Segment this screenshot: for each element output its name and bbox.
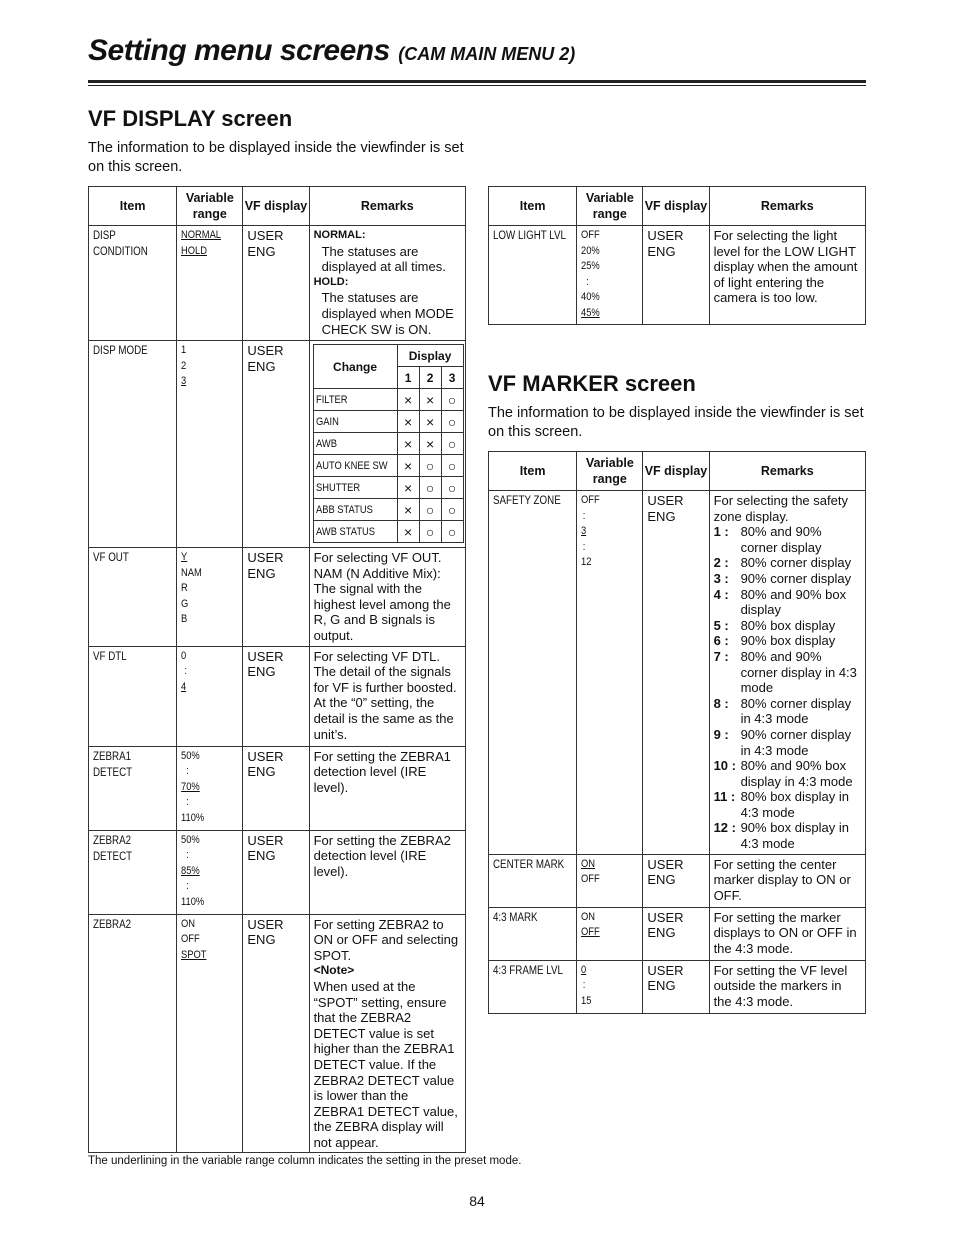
item-label: VF OUT [93,552,129,564]
zone-number: 8 : [713,695,729,711]
zone-text: 90% corner display in 4:3 mode [740,726,852,758]
matrix-row [313,521,463,543]
vf-display-table [88,186,466,1153]
vf-cell [643,960,709,1013]
remarks-cell [709,491,865,855]
vf-marker-heading: VF MARKER screen [488,371,696,396]
range-value: B [181,613,188,625]
range-value: 50% [181,833,200,846]
item-label: DISP MODE [93,345,148,357]
matrix-row-label: SHUTTER [315,481,360,494]
zone-number: 1 : [713,524,729,540]
range-value: : [186,796,189,809]
mark-cell: × [397,389,419,411]
range-cell [177,914,243,1153]
range-value: 40% [581,291,600,303]
mark-cell: ○ [441,477,463,499]
item-label: ZEBRA2 [93,834,132,847]
item-cell [89,914,177,1153]
remarks-cell: For setting the VF level outside the markers in the 4:3 mode. [709,960,865,1013]
range-cell [177,226,243,341]
zone-text: 80% and 90% corner display in 4:3 mode [740,648,857,696]
table-row [89,646,466,746]
low-light-table [488,186,866,325]
range-value: 45% [581,306,600,319]
zone-number: 2 : [713,555,729,571]
range-cell [577,226,643,325]
header-range: Variable range [577,187,643,226]
mark-cell: ○ [441,499,463,521]
normal-label: NORMAL: [313,229,366,241]
zone-text: 80% corner display [740,555,852,571]
vf-value: USER [647,493,684,508]
vf-value: USER [247,648,284,664]
header-remarks: Remarks [309,187,465,226]
change-header: Change [313,345,397,389]
disp-mode-matrix [313,344,464,543]
range-cell [577,491,643,855]
header-vf: VF display [643,187,709,226]
range-value: : [586,275,589,288]
item-label: DETECT [93,850,133,863]
matrix-row [313,433,463,455]
mark-cell: × [419,433,441,455]
mark-cell: ○ [441,455,463,477]
vf-value: USER [247,228,284,243]
matrix-row [313,477,463,499]
item-cell [489,960,577,1013]
remarks-text: For setting ZEBRA2 to ON or OFF and selecting SPOT. [313,916,459,963]
range-value: 20% [581,244,600,257]
header-vf: VF display [243,187,309,226]
vf-value: ENG [247,932,276,948]
mark-cell: × [419,411,441,433]
item-label: ZEBRA2 [93,918,132,931]
range-value: ON [581,910,596,923]
matrix-row-label: GAIN [315,415,339,428]
matrix-row-label: AUTO KNEE SW [315,459,388,472]
vf-value: USER [247,550,284,565]
range-value: R [181,582,188,594]
range-cell [577,960,643,1013]
vf-value: ENG [247,848,276,864]
vf-value: ENG [647,243,676,259]
range-value: OFF [581,926,600,939]
item-label: SAFETY ZONE [493,495,561,507]
remarks-cell: For setting the ZEBRA2 detection level (IRE level). [309,830,465,914]
vf-cell [643,226,709,325]
item-label: 4:3 MARK [493,911,538,924]
item-cell [489,491,577,855]
mark-cell: ○ [441,411,463,433]
table-header-row [89,187,466,226]
range-value: : [186,765,189,778]
zone-text: 90% corner display [740,570,852,586]
table-row [89,914,466,1153]
item-cell [89,341,177,548]
title-rule-thin [88,85,866,86]
table-row [89,548,466,647]
range-cell [177,341,243,548]
vf-value: USER [247,748,284,764]
vf-value: ENG [247,664,276,680]
mark-cell: × [397,499,419,521]
table-row [89,746,466,830]
vf-cell [643,854,709,907]
remarks-text: For selecting the safety zone display. [713,493,848,524]
zone-number: 9 : [713,726,729,742]
table-row [489,491,866,855]
zone-number: 7 : [713,648,729,664]
mark-cell: ○ [419,499,441,521]
range-value: Y [181,551,188,563]
remarks-cell [309,341,465,548]
range-cell [177,548,243,647]
vf-display-intro: The information to be displayed inside the viewfinder is set on this screen. [88,140,464,175]
header-item: Item [489,187,577,226]
range-value: OFF [581,229,600,241]
zone-number: 3 : [713,570,729,586]
remarks-cell [309,914,465,1153]
vf-value: ENG [247,358,276,374]
mark-cell: × [397,411,419,433]
item-label: CONDITION [93,246,148,258]
range-value: 3 [181,375,187,387]
zone-number: 11 : [713,789,736,805]
vf-value: ENG [247,243,276,259]
mark-cell: ○ [419,455,441,477]
hold-text: The statuses are displayed when MODE CHECK SW is ON. [321,290,454,337]
vf-value: USER [647,909,684,925]
matrix-row-label: ABB STATUS [315,503,373,516]
vf-cell [243,914,309,1153]
vf-value: ENG [647,872,676,888]
mark-cell: ○ [419,477,441,499]
range-value: 4 [181,680,187,693]
zone-text: 80% box display [740,617,836,633]
mark-cell: ○ [419,521,441,543]
vf-value: USER [647,228,684,243]
range-cell [177,830,243,914]
header-item: Item [489,452,577,491]
vf-value: ENG [247,565,276,581]
remarks-cell: For setting the center marker display to ON or OFF. [709,854,865,907]
vf-cell [243,548,309,647]
vf-cell [643,491,709,855]
zone-list [714,524,861,851]
vf-value: ENG [247,764,276,780]
header-vf: VF display [643,452,709,491]
table-header-row [489,452,866,491]
range-value: SPOT [181,948,207,961]
header-range: Variable range [177,187,243,226]
vf-cell [243,341,309,548]
range-value: NORMAL [181,229,222,241]
zone-text: 80% corner display in 4:3 mode [740,695,852,727]
mark-cell: ○ [441,433,463,455]
range-value: 50% [181,749,200,762]
range-value: 70% [181,780,200,793]
item-label: LOW LIGHT LVL [493,230,566,242]
page-subtitle: (CAM MAIN MENU 2) [398,44,576,64]
table-header-row [489,187,866,226]
header-remarks: Remarks [709,187,865,226]
mark-cell: × [397,521,419,543]
item-cell [489,854,577,907]
note-text: When used at the “SPOT” setting, ensure that the ZEBRA2 DETECT value is set higher than the ZEBRA1 DETECT value. If the ZEBRA2 DETECT value is lower than the ZEBRA1 DETECT value, the ZEBRA display will not appear. [313,978,458,1150]
header-range: Variable range [577,452,643,491]
display-col: 3 [441,367,463,389]
table-row [89,341,466,548]
remarks-cell: For selecting VF DTL. The detail of the signals for VF is further boosted. At the “0” setting, the detail is the same as the unit’s. [309,646,465,746]
range-cell [177,646,243,746]
item-cell [89,646,177,746]
table-row [489,907,866,960]
vf-cell [243,746,309,830]
item-label: VF DTL [93,650,127,663]
header-item: Item [89,187,177,226]
range-value: HOLD [181,244,208,257]
vf-value: ENG [647,978,676,994]
range-value: 12 [581,556,592,568]
vf-value: USER [247,832,284,848]
range-value: : [186,880,189,893]
item-label: DISP [93,230,116,242]
vf-cell [243,226,309,341]
item-cell [489,226,577,325]
range-value: 3 [581,525,587,537]
item-label: CENTER MARK [493,858,565,871]
mark-cell: × [397,477,419,499]
remarks-cell: For setting the ZEBRA1 detection level (IRE level). [309,746,465,830]
range-value: 25% [581,260,600,272]
vf-marker-table [488,451,866,1014]
vf-display-heading: VF DISPLAY screen [88,106,293,131]
mark-cell: × [419,389,441,411]
zone-number: 4 : [713,586,729,602]
zone-text: 90% box display in 4:3 mode [740,820,849,852]
vf-value: ENG [647,508,676,524]
display-col: 2 [419,367,441,389]
zone-number: 10 : [713,758,736,774]
range-value: 2 [181,359,187,372]
range-value: 110% [181,895,205,908]
mark-cell: × [397,455,419,477]
range-value: OFF [581,873,600,886]
matrix-row-label: AWB STATUS [315,525,375,538]
zone-text: 90% box display [740,633,836,649]
item-label: ZEBRA1 [93,750,132,763]
matrix-row-label: AWB [315,437,337,450]
range-cell [577,907,643,960]
matrix-row-label: FILTER [315,393,348,406]
remarks-cell: For selecting the light level for the LOW LIGHT display when the amount of light entering the camera is too low. [709,226,865,325]
vf-cell [243,830,309,914]
remarks-cell [309,226,465,341]
hold-label: HOLD: [313,275,349,288]
table-row [489,854,866,907]
title-rule [88,80,866,83]
item-label: 4:3 FRAME LVL [493,964,563,977]
range-cell [177,746,243,830]
remarks-cell: For setting the marker displays to ON or OFF in the 4:3 mode. [709,907,865,960]
range-value: : [582,540,586,553]
remarks-cell: For selecting VF OUT. NAM (N Additive Mix): The signal with the highest level among the R, G and B signals is output. [309,548,465,647]
footnote: The underlining in the variable range column indicates the setting in the preset mode. [88,1155,522,1167]
vf-cell [243,646,309,746]
vf-value: USER [647,962,684,978]
range-value: G [181,597,189,610]
matrix-row [313,389,463,411]
range-value: : [582,979,586,992]
matrix-row [313,411,463,433]
range-value: OFF [181,933,200,946]
range-value: ON [181,917,196,930]
range-value: 85% [181,864,200,877]
mark-cell: ○ [441,521,463,543]
range-value: 110% [181,811,205,824]
page-number: 84 [469,1193,485,1209]
matrix-row [313,499,463,521]
item-cell [89,548,177,647]
normal-text: The statuses are displayed at all times. [321,243,446,275]
range-value: : [184,665,188,678]
vf-value: ENG [647,925,676,941]
zone-text: 80% and 90% corner display [740,524,822,555]
zone-text: 80% and 90% box display [740,586,847,618]
matrix-row [313,455,463,477]
mark-cell: ○ [441,389,463,411]
page-title-block [88,34,575,68]
table-row [89,830,466,914]
range-value: 1 [181,344,187,356]
range-value: OFF [581,494,600,506]
range-value: 15 [581,994,592,1007]
item-label: DETECT [93,766,133,779]
item-cell [89,746,177,830]
range-cell [577,854,643,907]
item-cell [89,830,177,914]
display-header: Display [397,345,463,367]
zone-text: 80% box display in 4:3 mode [740,789,849,820]
range-value: NAM [181,566,203,579]
vf-value: USER [647,856,684,872]
zone-text: 80% and 90% box display in 4:3 mode [740,758,853,789]
range-value: 0 [181,649,187,662]
vf-marker-intro: The information to be displayed inside the viewfinder is set on this screen. [488,405,864,440]
header-remarks: Remarks [709,452,865,491]
table-row [489,960,866,1013]
item-cell [89,226,177,341]
range-value: ON [581,857,596,870]
range-value: 0 [581,963,587,976]
display-col: 1 [397,367,419,389]
zone-number: 5 : [713,617,729,633]
range-value: : [582,509,586,522]
vf-value: USER [247,343,284,358]
table-row [89,226,466,341]
table-row [489,226,866,325]
item-cell [489,907,577,960]
range-value: : [186,849,189,862]
page-title: Setting menu screens [88,34,390,67]
zone-number: 12 : [713,820,736,836]
zone-number: 6 : [713,633,729,649]
note-label: <Note> [313,963,355,978]
mark-cell: × [397,433,419,455]
vf-value: USER [247,916,284,932]
vf-cell [643,907,709,960]
